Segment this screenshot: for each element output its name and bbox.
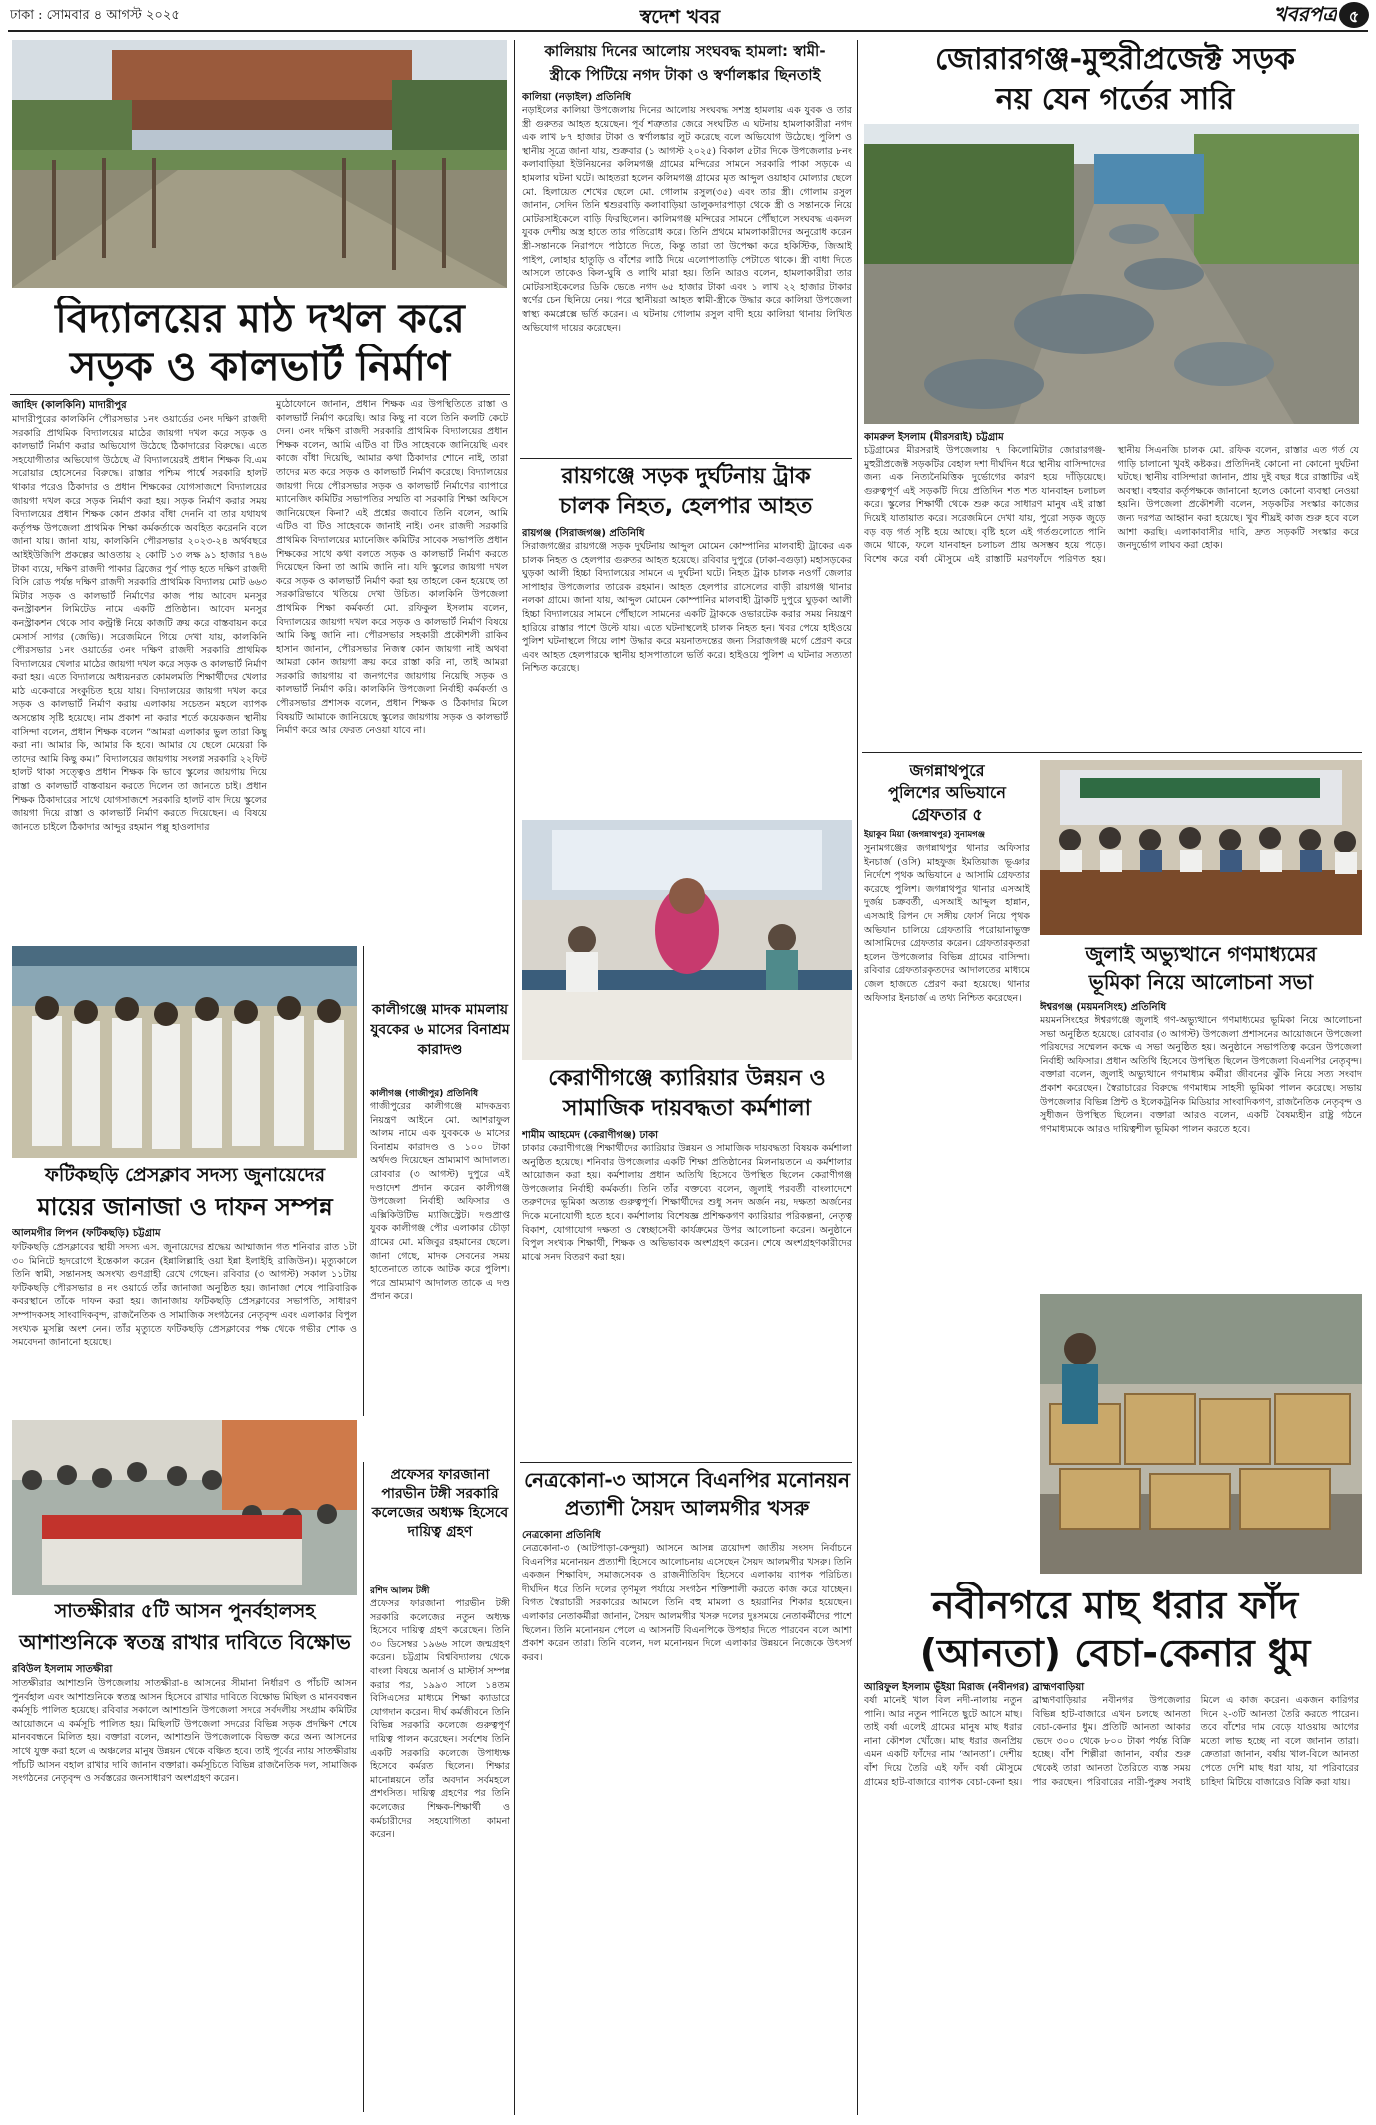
keraniganj-body: ঢাকার কেরাণীগঞ্জে শিক্ষার্থীদের ক্যারিয়ার উন্নয়ন ও সামাজিক দায়বদ্ধতা বিষয়ক কর্মশালা অনুষ্ঠিত হয়েছে। শনিবার উপজেলার একটি শিক্ষা প্রতিষ্ঠানের মিলনায়তনে এ কর্মশালার আয়োজন করা হয়। কর্মশালায় প্রধান অতিথি হিসেবে উপস্থিত ছিলেন কেরাণীগঞ্জ উপজেলার নির্বাহী কর্মকর্তা। তিনি তাঁর বক্তব্যে বলেন, জুলাই পরবর্তী বাংলাদেশে তরুণদের ভূমিকা অত্যন্ত গুরুত্বপূর্ণ। শিক্ষার্থীদের শুধু সনদ অর্জন নয়, দক্ষতা অর্জনের দিকে মনোযোগী হতে হবে। কর্মশালায় বিশেষজ্ঞ প্রশিক্ষকগণ ক্যারিয়ার পরিকল্পনা, নেতৃত্ব বিকাশ, যোগাযোগ দক্ষতা ও স্বেচ্ছাসেবী কার্যক্রমের উপর আলোচনা করেন। অনুষ্ঠানে বিপুল সংখ্যক শিক্ষার্থী, শিক্ষক ও অভিভাবক অংশগ্রহণ করেন। শেষে অংশগ্রহণকারীদের মাঝে সনদ বিতরণ করা হয়। <box>522 1143 852 1263</box>
farzana-headline: প্রফেসর ফারজানা পারভীন টঙ্গী সরকারি কলেজের অধ্যক্ষ হিসেবে দায়িত্ব গ্রহণ <box>371 1467 509 1540</box>
kaliganj-body: গাজীপুরের কালীগঞ্জে মাদকদ্রব্য নিয়ন্ত্রণ আইনে মো. আশরাফুল আলম নামে এক যুবককে ৬ মাসের বিনাশ্রম কারাদণ্ড ও ১০০ টাকা অর্থদণ্ড দিয়েছেন ভ্রাম্যমাণ আদালত। রোববার (৩ আগস্ট) দুপুরে এই দণ্ডাদেশ প্রদান করেন কালীগঞ্জ উপজেলা নির্বাহী অফিসার ও এক্সিকিউটিভ ম্যাজিস্ট্রেট। দণ্ডপ্রাপ্ত যুবক কালীগঞ্জ পৌর এলাকার চৌড়া গ্রামের মো. মজিবুর রহমানের ছেলে। জানা গেছে, মাদক সেবনের সময় হাতেনাতে তাকে আটক করে পুলিশ। পরে ভ্রাম্যমাণ আদালত তাকে এ দণ্ড প্রদান করে। <box>370 1101 510 1303</box>
keraniganj-headline-1: কেরাণীগঞ্জে ক্যারিয়ার উন্নয়ন ও <box>548 1066 826 1091</box>
raiganj-headline-2: চালক নিহত, হেলপার আহত <box>559 494 813 519</box>
jagannathpur-headline-2: পুলিশের অভিযানে <box>888 783 1006 802</box>
field-headline-2: সড়ক ও কালভার্ট নির্মাণ <box>69 344 451 390</box>
jagannathpur-rule <box>862 752 1362 753</box>
raiganj-rule <box>520 458 852 459</box>
jorargonj-body: চট্টগ্রামের মীরসরাই উপজেলায় ৭ কিলোমিটার জোরারগঞ্জ-মুহুরীপ্রজেক্ট সড়কটির বেহাল দশা দীর্ঘদিন ধরে স্থানীয় বাসিন্দাদের জন্য এক নিত্যনৈমিত্তিক দুর্ভোগের কারণ হয়ে দাঁড়িয়েছে। গুরুত্বপূর্ণ এই সড়কটি দিয়ে প্রতিদিন শত শত যানবাহন চলাচল করে। স্কুলের শিক্ষার্থী থেকে শুরু করে সাধারণ মানুষ এই রাস্তা দিয়েই যাতায়াত করে। সরেজমিনে দেখা যায়, পুরো সড়ক জুড়ে বড় বড় গর্ত সৃষ্টি হয়ে আছে। বৃষ্টি হলে এই গর্তগুলোতে পানি জমে থাকে, ফলে যানবাহন চলাচল প্রায় অসম্ভব হয়ে পড়ে। বিশেষ করে বর্ষা মৌসুমে এই রাস্তাটি মরণফাঁদে পরিণত হয়। স্থানীয় সিএনজি চালক মো. রফিক বলেন, রাস্তার এত গর্ত যে গাড়ি চালানো খুবই কষ্টকর। প্রতিদিনই কোনো না কোনো দুর্ঘটনা ঘটছে। স্থানীয় বাসিন্দারা জানান, প্রায় দুই বছর ধরে রাস্তাটির এই অবস্থা। বহুবার কর্তৃপক্ষকে জানানো হলেও কোনো ব্যবস্থা নেওয়া হয়নি। উপজেলা প্রকৌশলী বলেন, সড়কটির সংস্কার কাজের জন্য দরপত্র আহ্বান করা হয়েছে। খুব শীঘ্রই কাজ শুরু হবে বলে আশা করছি। এলাকাবাসীর দাবি, দ্রুত সড়কটি সংস্কার করে জনদুর্ভোগ লাঘব করা হোক। <box>864 445 1359 565</box>
raiganj-headline-1: রায়গঞ্জে সড়ক দুর্ঘটনায় ট্রাক <box>561 464 811 489</box>
satkhira-byline: রবিউল ইসলাম সাতক্ষীরা <box>12 1664 113 1675</box>
fatikchhari-body: ফটিকছড়ি প্রেসক্লাবের স্থায়ী সদস্য এস. জুনায়েদের শ্রদ্ধেয় আম্মাজান গত শনিবার রাত ১টা ৩০ মিনিটে হৃদরোগে ইন্তেকাল করেন (ইন্নালিল্লাহি ওয়া ইন্না ইলাইহি রাজিউন)। মৃত্যুকালে তিনি স্বামী, সন্তানসহ অসংখ্য গুণগ্রাহী রেখে গেছেন। রবিবার (৩ আগস্ট) সকাল ১১টায় ফটিকছড়ি পৌরসভার ৪ নং ওয়ার্ডে তাঁর জানাজা অনুষ্ঠিত হয়। জানাজা শেষে পারিবারিক কবরস্থানে তাঁকে দাফন করা হয়। জানাজায় ফটিকছড়ি প্রেসক্লাবের সভাপতি, সাধারণ সম্পাদকসহ সাংবাদিকবৃন্দ, রাজনৈতিক ও সামাজিক সংগঠনের নেতৃবৃন্দ এবং এলাকার বিপুল সংখ্যক মুসল্লি অংশ নেন। তাঁর মৃত্যুতে ফটিকছড়ি প্রেসক্লাবের পক্ষ থেকে গভীর শোক ও সমবেদনা জানানো হয়েছে। <box>12 1242 357 1349</box>
field-headline-1: বিদ্যালয়ের মাঠ দখল করে <box>55 296 465 342</box>
kaliya-body: নড়াইলের কালিয়া উপজেলায় দিনের আলোয় সংঘবদ্ধ সশস্ত্র হামলায় এক যুবক ও তার স্ত্রী গুরুতর আহত হয়েছেন। পূর্ব শত্রুতার জেরে সংঘটিত এ ঘটনায় হামলাকারীরা নগদ এক লাখ ৮৭ হাজার টাকা ও স্বর্ণালঙ্কার লুট করেছে বলে অভিযোগ উঠেছে। পুলিশ ও স্থানীয় সূত্রে জানা যায়, শুক্রবার (১ আগস্ট ২০২৫) বিকাল ৫টার দিকে উপজেলার ৮নং কলাবাড়িয়া ইউনিয়নের কলিমগঞ্জ গ্রামের মন্দিরের সামনে সরকারি পাকা সড়কে এ হামলার ঘটনা ঘটে। আহতরা হলেন কলিমগঞ্জ গ্রামের মৃত আব্দুল ওয়াহাব মোল্যার ছেলে মো. হিলায়েত শেখের ছেলে মো. গোলাম রসুল(৩৫) এবং তার স্ত্রী। গোলাম রসুল জানান, সেদিন তিনি শ্বশুরবাড়ি কলাবাড়িয়া ডালুকদারপাড়া থেকে স্ত্রী ও সন্তানকে নিয়ে মোটরসাইকেলে বাড়ি ফিরছিলেন। কালিমগঞ্জ মন্দিরের সামনে পৌঁছালে সংঘবদ্ধ একদল যুবক দেশীয় অস্ত্র হাতে তার গতিরোধ করে। তিনি প্রথমে মামলাকারীদের অনুরোধ করেন স্ত্রী-সন্তানকে নিরাপদে পাঠাতে দিতে, কিন্তু তারা তা উপেক্ষা করে হকিস্টিক, জিআই পাইপ, লোহার হাতুড়ি ও বাঁশের লাঠি দিয়ে এলোপাতাড়ি পেটাতে থাকে। স্ত্রী বাধা দিতে আসলে তাকেও কিল-ঘুষি ও লাথি মারা হয়। তিনি আরও বলেন, হামলাকারীরা তার মোটরসাইকেলের ডিকি ভেঙে নগদ ৬৫ হাজার টাকা এবং ১ লাখ ২২ হাজার টাকার স্বর্ণের চেন ছিনিয়ে নেয়। পরে স্থানীয়রা আহত স্বামী-স্ত্রীকে উদ্ধার করে কালিয়া উপজেলা স্বাস্থ্য কমপ্লেক্সে ভর্তি করেন। এ ঘটনায় গোলাম রসুল বাদী হয়ে কালিয়া থানায় লিখিত অভিযোগ দায়ের করেছেন। <box>522 105 852 334</box>
discussion-meeting-photo <box>1040 760 1362 935</box>
column-divider-2 <box>857 40 858 2115</box>
netrokona-byline: নেত্রকোনা প্রতিনিধি <box>522 1530 601 1541</box>
issue-date: ঢাকা : সোমবার ৪ আগস্ট ২০২৫ <box>10 8 180 23</box>
kaliya-headline-2: স্ত্রীকে পিটিয়ে নগদ টাকা ও স্বর্ণালঙ্কার ছিনতাই <box>549 66 821 84</box>
jorargonj-headline-1: জোরারগঞ্জ-মুহুরীপ্রজেক্ট সড়ক <box>934 42 1296 77</box>
satkhira-headline-2: আশাশুনিকে স্বতন্ত্র রাখার দাবিতে বিক্ষোভ <box>19 1630 351 1654</box>
satkhira-divider <box>363 1462 364 2112</box>
julai-headline-2: ভূমিকা নিয়ে আলোচনা সভা <box>1088 970 1314 994</box>
workshop-speaker-photo <box>522 820 852 1060</box>
netrokona-headline-1: নেত্রকোনা-৩ আসনে বিএনপির মনোনয়ন <box>524 1468 850 1492</box>
raiganj-byline: রায়গঞ্জ (সিরাজগঞ্জ) প্রতিনিধি <box>522 528 645 539</box>
raiganj-body: সিরাজগঞ্জের রায়গঞ্জে সড়ক দুর্ঘটনায় আব্দুল মোমেন কোম্পানির মালবাহী ট্রাকের এক চালক নিহত ও হেলপার গুরুতর আহত হয়েছে। রবিবার দুপুরে (ঢাকা-বগুড়া) মহাসড়কের ঘুড়কা আলী হিচ্চা বিদ্যালয়ের সামনে এ দুর্ঘটনা ঘটে। নিহত ট্রাক চালক নওগাঁ জেলার সাপাহার উপজেলার তারেক রহমান। আহত হেলপার রাসেলের বাড়ী রায়গঞ্জ থানার নলকা গ্রামে। জানা যায়, আব্দুল মোমেন কোম্পানির মালবাহী ট্রাকটি দুপুরে ঘুড়কা আলী হিচ্চা বিদ্যালয়ের সামনে পৌঁছালে সামনের একটি ট্রাককে ওভারটেক করার সময় নিয়ন্ত্রণ হারিয়ে রাস্তার পাশে উল্টে যায়। এতে ঘটনাস্থলেই চালক নিহত হন। খবর পেয়ে হাইওয়ে পুলিশ ঘটনাস্থলে গিয়ে লাশ উদ্ধার করে ময়নাতদন্তের জন্য সিরাজগঞ্জ মর্গে প্রেরণ করে এবং আহত হেলপারকে স্থানীয় হাসপাতালে ভর্তি করে। হাইওয়ে পুলিশ এ ঘটনার সত্যতা নিশ্চিত করেছে। <box>522 541 852 675</box>
jorargonj-byline: কামরুল ইসলাম (মীরসরাই) চট্টগ্রাম <box>864 432 1004 443</box>
jorargonj-headline-2: নয় যেন গর্তের সারি <box>995 82 1235 117</box>
field-rule <box>10 394 510 395</box>
netrokona-rule <box>520 1462 852 1463</box>
funeral-prayer-photo <box>12 946 357 1158</box>
kaliya-headline-1: কালিয়ায় দিনের আলোয় সংঘবদ্ধ হামলা: স্বামী- <box>544 42 826 60</box>
keraniganj-byline: শামীম আহমেদ (কেরাণীগঞ্জ) ঢাকা <box>522 1130 659 1141</box>
farzana-byline: রশিদ আলম টঙ্গী <box>370 1586 430 1596</box>
jagannathpur-body: সুনামগঞ্জের জগন্নাথপুর থানার অফিসার ইনচার্জ (ওসি) মাহফুজ ইমতিয়াজ ভূঞার নির্দেশে পৃথক অভিযানে ৫ আসামি গ্রেফতার করেছে পুলিশ। জগন্নাথপুর থানার এসআই দুর্জয় চক্রবর্তী, এসআই আব্দুল হান্নান, এসআই রিপন দে সঙ্গীয় ফোর্স নিয়ে পৃথক অভিযান চালিয়ে গ্রেফতারি পরোয়ানাভুক্ত আসামিদের গ্রেফতার করেন। গ্রেফতারকৃতরা হলেন উপজেলার বিভিন্ন গ্রামের বাসিন্দা। রবিবার গ্রেফতারকৃতদের আদালতের মাধ্যমে জেল হাজতে প্রেরণ করা হয়েছে। থানার অফিসার ইনচার্জ এ তথ্য নিশ্চিত করেছেন। <box>864 843 1030 1004</box>
header-rule <box>8 30 1368 32</box>
school-field-photo <box>12 40 507 288</box>
field-body-col1: মাদারীপুরের কালকিনি পৌরসভার ১নং ওয়ার্ডের ৩নং দক্ষিণ রাজদী সরকারি প্রাথমিক বিদ্যালয়ের মাঠের জায়গা দখল করে সড়ক ও কালভার্ট নির্মাণ করার অভিযোগ উঠেছে ঠিকাদারের বিরুদ্ধে। এতে সহযোগীতার অভিযোগ উঠেছে ঐ বিদ্যালয়েরই প্রধান শিক্ষক বি.এম সরোয়ার হোসেনের বিরুদ্ধে। রাস্তার পশ্চিম পার্শ্বে সরকারি হালট থাকার পরেও ঠিকাদার ও প্রধান শিক্ষকের যোগসাজশে বিদ্যালয়ের জায়গা দখল করে সড়ক নির্মাণ করা হয়। সড়ক নির্মাণ করার সময় বিদ্যালয়ের প্রধান শিক্ষক কোন প্রকার বাঁধা দেননি বা তার যথাযথ কর্তৃপক্ষ উপজেলা প্রাথমিক শিক্ষা কর্মকর্তাকে অবহিত করেননি বলে জানা যায়। জানা যায়, কালকিনি পৌরসভার ২০২৩-২৪ অর্থবছরে আইইউজিপি প্রকল্পের আওতায় ২ কোটি ১৩ লক্ষ ৯১ হাজার ৭৪৬ টাকা ব্যয়ে, দক্ষিণ রাজদী পাকার ব্রিজের পূর্ব পাড় হতে দক্ষিণ রাজদী বিসি রোড পর্যন্ত দক্ষিণ রাজদী সরকারি প্রাথমিক বিদ্যালয় মোট ৬৬৩ মিটার সড়ক ও কালভার্ট নির্মাণের কাজ পায় আবেদ মনসুর কনস্ট্রাকশন লিমিটেড নামে একটি প্রতিষ্ঠান। আবেদ মনসুর কনস্ট্রাকশন থেকে সাব কন্ট্রাক্ট নিয়ে কাজটি ক্রয় করে বাস্তবায়ন করে মেসার্স সাগর (জেভি)। সরেজমিনে গিয়ে দেখা যায়, কালকিনি পৌরসভার ১নং ওয়ার্ডের ৩নং দক্ষিণ রাজদী সরকারি প্রাথমিক বিদ্যালয়ের খেলার মাঠের জায়গা দখল করে সড়ক ও কালভার্ট নির্মাণ করা হয়। এতে বিদ্যালয়ে অধ্যয়নরত কোমলমতি শিক্ষার্থীদের খেলার মাঠ একেবারে সংকুচিত হয়ে যায়। বিদ্যালয়ের জায়গা দখল করে সড়ক ও কালভার্ট নির্মাণ করায় এলাকায় সচেতন মহলে ব্যাপক অসন্তোষ সৃষ্টি হয়েছে। নাম প্রকাশ না করার শর্তে কয়েকজন স্থানীয় বাসিন্দা বলেন, প্রধান শিক্ষক বলেন “আমরা এলাকার ভুল তারা কিছু করা না। আমার কি, আমার কি হবে। আমার যে ছেলে মেয়েরা কি তাদের আমি কিছু কম।” বিদ্যালয়ের জায়গায় সংলগ্ন সরকারি ২২ফিট হালট থাকা সত্ত্বেও প্রধান শিক্ষক কি ভাবে স্কুলের জায়গায় দিয়ে রাস্তা ও কালভার্ট বাস্তবায়ন করতে দিলেন তা জানতে চাই। প্রধান শিক্ষক ঠিকাদারের সাথে যোগসাজশে সরকারি হালট বাদ দিয়ে স্কুলের জায়গা দিয়ে রাস্তা ও কালভার্ট নির্মাণ করতে দিয়েছেন। এ বিষয়ে জানতে চাইলে ঠিকাদার আব্দুর রহমান পল্লু হাওলাদার <box>12 414 267 833</box>
page-number: ৫ <box>1348 7 1360 26</box>
julai-byline: ঈশ্বরগঞ্জ (ময়মনসিংহ) প্রতিনিধি <box>1040 1002 1167 1013</box>
kaliganj-headline: কালীগঞ্জে মাদক মামলায় যুবকের ৬ মাসের বিনাশ্রম কারাদণ্ড <box>370 1002 510 1058</box>
field-body-col2: মুঠোফোনে জানান, প্রধান শিক্ষক এর উপস্থিতিতে রাস্তা ও কালভার্ট নির্মাণ করেছি। আর কিছু না বলে তিনি কলটি কেটে দেন। ৩নং দক্ষিণ রাজদী সরকারি প্রাথমিক বিদ্যালয়ের প্রধান শিক্ষক বলেন, আমি এটিও বা টিও সাহেবকে জানিয়েছি এবং কাজে বাঁধা দিয়েছি, আমার কথা ঠিকাদার শোনে নাই, তারা তাদের মত করে সড়ক ও কালভার্ট নির্মাণ করেছে। বিদ্যালয়ের জায়গা দিয়ে পৌরসভার সড়ক ও কালভার্ট নির্মাণের ব্যাপারে ম্যানেজিং কমিটির সভাপতির সম্মতি বা সরকারি শিক্ষা অফিসে জানিয়েছেন কিনা? এই প্রশ্নের জবাবে তিনি বলেন, আমি এটিও বা টিও সাহেবকে জানাই নাই। ৩নং রাজদী সরকারি প্রাথমিক বিদ্যালয়ের ম্যানেজিং কমিটির সাবেক সভাপতি প্রধান শিক্ষকের সাথে কথা বলতে সড়ক ও কালভার্ট নির্মাণ করতে দিয়েছেন কিনা তা আমি জানি না। যদি স্কুলের জায়গা দখল করে সড়ক ও কালভার্ট নির্মাণ করা হয় তাহলে কেন হয়েছে তা সরকারিভাবে খতিয়ে দেখা উচিত। কালকিনি উপজেলা প্রাথমিক শিক্ষা কর্মকর্তা মো. রফিকুল ইসলাম বলেন, বিদ্যালয়ের জায়গা দখল করে সড়ক ও কালভার্ট নির্মাণ বিষয়ে আমি কিছু জানি না। পৌরসভার সহকারী প্রকৌশলী রাকিব হাসান জানান, পৌরসভার নিজস্ব কোন জায়গা নাই অথবা আমরা কোন জায়গা ক্রয় করে রাস্তা করি না, তাই আমরা সরকারি জায়গায় বা জনগণের জায়গায় নিয়েছি সড়ক ও কালভার্ট নির্মাণ করি। কালকিনি উপজেলা নির্বাহী কর্মকর্তা ও পৌরসভার প্রশাসক বলেন, প্রধান শিক্ষক ও ঠিকাদার মিলে বিষয়টি আমাকে জানিয়েছে স্কুলের জায়গায় সড়ক ও কালভার্ট নির্মাণ করে আর ফেরত নেওয়া যাবে না। <box>276 399 508 737</box>
kaliganj-byline: কালীগঞ্জ (গাজীপুর) প্রতিনিধি <box>370 1089 479 1099</box>
kaliya-byline: কালিয়া (নড়াইল) প্রতিনিধি <box>522 92 631 103</box>
nabinagar-headline-2: (আনতা) বেচা-কেনার ধুম <box>919 1631 1311 1675</box>
farzana-body: প্রফেসর ফারজানা পারভীন টঙ্গী সরকারি কলেজের নতুন অধ্যক্ষ হিসেবে দায়িত্ব গ্রহণ করেছেন। তিনি ৩০ ডিসেম্বর ১৯৬৬ সালে জন্মগ্রহণ করেন। চট্টগ্রাম বিশ্ববিদ্যালয় থেকে বাংলা বিষয়ে অনার্স ও মাস্টার্স সম্পন্ন করার পর, ১৯৯৩ সালে ১৪তম বিসিএসের মাধ্যমে শিক্ষা ক্যাডারে যোগদান করেন। দীর্ঘ কর্মজীবনে তিনি বিভিন্ন সরকারি কলেজে গুরুত্বপূর্ণ দায়িত্ব পালন করেছেন। সর্বশেষ তিনি একটি সরকারি কলেজে উপাধ্যক্ষ হিসেবে কর্মরত ছিলেন। শিক্ষার মানোন্নয়নে তাঁর অবদান সর্বমহলে প্রশংসিত। দায়িত্ব গ্রহণের পর তিনি কলেজের শিক্ষক-শিক্ষার্থী ও কর্মচারীদের সহযোগিতা কামনা করেন। <box>370 1598 510 1841</box>
fatikchhari-headline-2: মায়ের জানাজা ও দাফন সম্পন্ন <box>37 1193 333 1221</box>
jagannathpur-byline: ইয়াকুব মিয়া (জগন্নাথপুর) সুনামগঞ্জ <box>864 830 985 840</box>
protest-rally-photo <box>12 1420 357 1595</box>
nabinagar-headline-1: নবীনগরে মাছ ধরার ফাঁদ <box>931 1583 1299 1627</box>
fatikchhari-byline: আলমগীর লিপন (ফটিকছড়ি) চট্টগ্রাম <box>12 1228 161 1239</box>
jagannathpur-headline-3: গ্রেফতার ৫ <box>911 805 983 824</box>
masthead-logo: খবরপত্র <box>1273 2 1337 26</box>
netrokona-headline-2: প্রত্যাশী সৈয়দ আলমগীর খসরু <box>564 1496 810 1520</box>
julai-headline-1: জুলাই অভ্যুত্থানে গণমাধ্যমের <box>1085 942 1317 966</box>
jagannathpur-headline-1: জগন্নাথপুরে <box>909 761 985 780</box>
satkhira-headline-1: সাতক্ষীরার ৫টি আসন পুনর্বহালসহ <box>54 1600 316 1622</box>
netrokona-body: নেত্রকোনা-৩ (আটপাড়া-কেন্দুয়া) আসনে আসন্ন ত্রয়োদশ জাতীয় সংসদ নির্বাচনে বিএনপির মনোনয়ন প্রত্যাশী হিসেবে আলোচনায় এসেছেন সৈয়দ আলমগীর খসরু। তিনি একজন শিক্ষাবিদ, সমাজসেবক ও রাজনীতিবিদ হিসেবে এলাকায় ব্যাপক পরিচিত। দীর্ঘদিন ধরে তিনি দলের তৃণমূল পর্যায়ে সংগঠন শক্তিশালী করতে কাজ করে যাচ্ছেন। বিগত স্বৈরাচারী সরকারের আমলে তিনি বহু মামলা ও হয়রানির শিকার হয়েছেন। এলাকার নেতাকর্মীরা জানান, সৈয়দ আলমগীর খসরু দলের দুঃসময়ে নেতাকর্মীদের পাশে ছিলেন। তিনি মনোনয়ন পেলে এ আসনটি বিএনপিকে উপহার দিতে পারবেন বলে আশা প্রকাশ করেন তারা। তিনি বলেন, দল মনোনয়ন দিলে এলাকার উন্নয়নে নিজেকে উৎসর্গ করব। <box>522 1543 852 1663</box>
nabinagar-byline: আরিফুল ইসলাম ভূঁইয়া মিরাজ (নবীনগর) ব্রাহ্মণবাড়িয়া <box>864 1682 1085 1693</box>
field-byline: জাহিদ (কালকিনি) মাদারীপুর <box>12 400 127 411</box>
column-divider-1 <box>514 40 515 2115</box>
satkhira-body: সাতক্ষীরার আশাশুনি উপজেলায় সাতক্ষীরা-৪ আসনের সীমানা নির্ধারণ ও পাঁচটি আসন পুনর্বহাল এবং আশাশুনিকে স্বতন্ত্র আসন হিসেবে রাখার দাবিতে বিক্ষোভ মিছিল ও মানববন্ধন কর্মসূচি পালিত হয়েছে। রবিবার সকালে আশাশুনি উপজেলা সদরে সর্বদলীয় সংগ্রাম কমিটির আয়োজনে এ কর্মসূচি পালিত হয়। মিছিলটি উপজেলা সদরের বিভিন্ন সড়ক প্রদক্ষিণ শেষে মানববন্ধনে মিলিত হয়। বক্তারা বলেন, আশাশুনি উপজেলাকে বিভক্ত করে অন্য আসনের সাথে যুক্ত করা হলে এ অঞ্চলের মানুষ উন্নয়ন থেকে বঞ্চিত হবে। তাই পূর্বের ন্যায় সাতক্ষীরায় পাঁচটি আসন বহাল রাখার দাবি জানান বক্তারা। কর্মসূচিতে বিভিন্ন রাজনৈতিক দল, সামাজিক সংগঠনের নেতৃবৃন্দ ও সর্বস্তরের জনসাধারণ অংশগ্রহণ করেন। <box>12 1678 357 1785</box>
nabinagar-body: বর্ষা মানেই খাল বিল নদী-নালায় নতুন পানি। আর নতুন পানিতে ছুটে আসে মাছ। তাই বর্ষা এলেই গ্রামের মানুষ মাছ ধরার নানা কৌশল খোঁজে। মাছ ধরার জনপ্রিয় এমন একটি ফাঁদের নাম ‘আনতা’। দেশীয় বাঁশ দিয়ে তৈরি এই ফাঁদ বর্ষা মৌসুমে গ্রামের হাট-বাজারে ব্যাপক বেচা-কেনা হয়। ব্রাহ্মণবাড়িয়ার নবীনগর উপজেলার বিভিন্ন হাট-বাজারে এখন চলছে আনতা বেচা-কেনার ধুম। প্রতিটি আনতা আকার ভেদে ৩০০ থেকে ৮০০ টাকা পর্যন্ত বিক্রি হচ্ছে। বাঁশ শিল্পীরা জানান, বর্ষার শুরু থেকেই তারা আনতা তৈরিতে ব্যস্ত সময় পার করছেন। পরিবারের নারী-পুরুষ সবাই মিলে এ কাজ করেন। একজন কারিগর দিনে ২-৩টি আনতা তৈরি করতে পারেন। তবে বাঁশের দাম বেড়ে যাওয়ায় আগের মতো লাভ হচ্ছে না বলে জানান তারা। ক্রেতারা জানান, বর্ষায় খাল-বিলে আনতা পেতে দেশি মাছ ধরা যায়, যা পরিবারের চাহিদা মিটিয়ে বাজারেও বিক্রি করা যায়। <box>864 1695 1359 1788</box>
fatik-divider <box>363 946 364 1416</box>
section-name: স্বদেশ খবর <box>639 6 721 28</box>
fatikchhari-headline-1: ফটিকছড়ি প্রেসক্লাব সদস্য জুনায়েদের <box>44 1164 326 1186</box>
potholed-road-photo <box>864 124 1359 424</box>
julai-body: ময়মনসিংহের ঈশ্বরগঞ্জে জুলাই গণ-অভ্যুত্থানে গণমাধ্যমের ভূমিকা নিয়ে আলোচনা সভা অনুষ্ঠিত হয়েছে। রোববার (৩ আগস্ট) উপজেলা প্রশাসনের আয়োজনে উপজেলা পরিষদের সম্মেলন কক্ষে এ সভা অনুষ্ঠিত হয়। অনুষ্ঠানে সভাপতিত্ব করেন উপজেলা নির্বাহী অফিসার। প্রধান অতিথি হিসেবে উপস্থিত ছিলেন উপজেলা বিএনপির নেতৃবৃন্দ। বক্তারা বলেন, জুলাই অভ্যুত্থানে গণমাধ্যম কর্মীরা জীবনের ঝুঁকি নিয়ে সত্য সংবাদ প্রকাশ করেছেন। স্বৈরাচারের বিরুদ্ধে গণমাধ্যম সাহসী ভূমিকা পালন করেছে। সভায় উপজেলার বিভিন্ন প্রিন্ট ও ইলেকট্রনিক মিডিয়ার সাংবাদিকগণ, রাজনৈতিক নেতৃবৃন্দ ও সুধীজন উপস্থিত ছিলেন। বক্তারা আরও বলেন, একটি বৈষম্যহীন রাষ্ট্র গঠনে গণমাধ্যমকে আরও দায়িত্বশীল ভূমিকা পালন করতে হবে। <box>1040 1015 1362 1135</box>
keraniganj-headline-2: সামাজিক দায়বদ্ধতা কর্মশালা <box>562 1096 812 1121</box>
fish-trap-photo <box>1040 1294 1362 1574</box>
